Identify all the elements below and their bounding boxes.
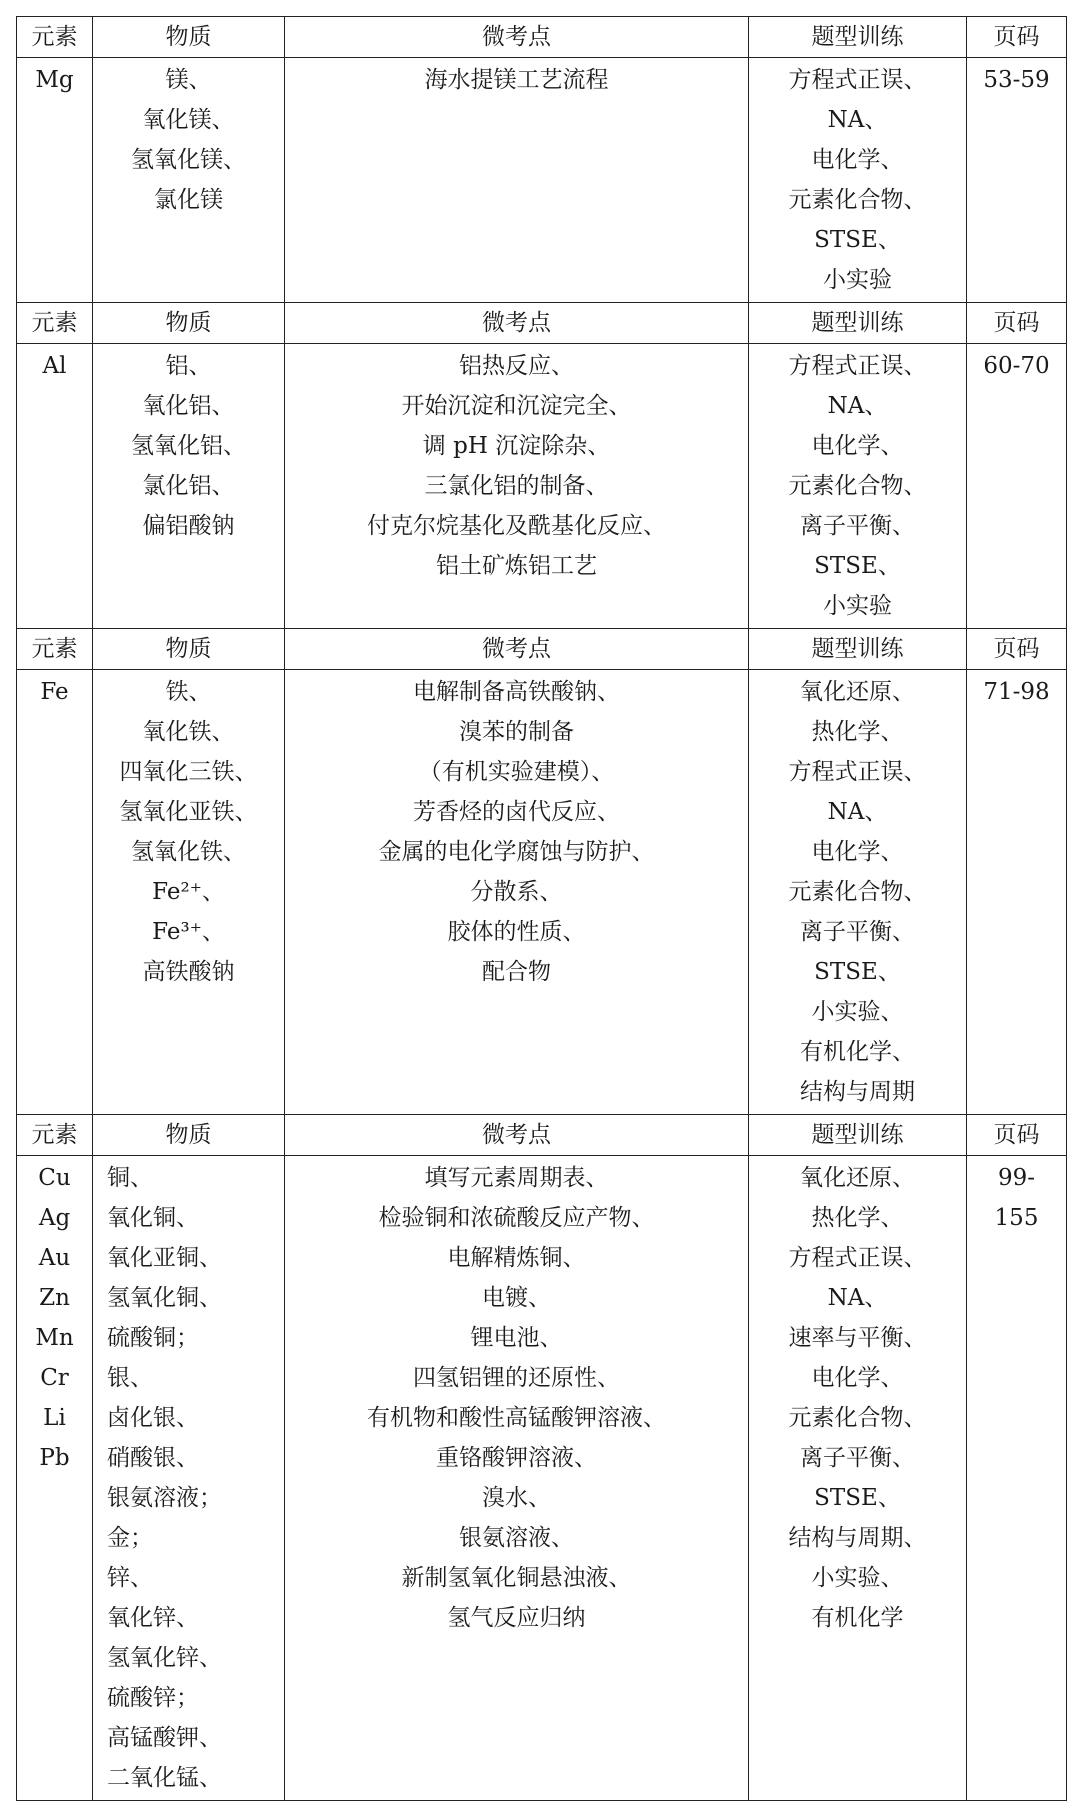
cell-line: STSE、 [814,227,901,253]
points-cell [285,670,749,1115]
cell-line: 氧化镁、 [142,107,235,133]
column-header: 页码 [967,17,1067,58]
cell-line: 电解制备高铁酸钠、 [413,679,620,705]
cell-line: 氯化铝、 [142,473,235,499]
column-header: 元素 [17,303,93,344]
column-header: 页码 [967,629,1067,670]
cell-line: 小实验、 [811,999,904,1025]
column-header: 题型训练 [749,303,967,344]
substances-cell [93,670,285,1115]
header-row [17,629,1067,670]
cell-line: 高锰酸钾、 [107,1725,222,1751]
element-cell [17,58,93,303]
column-header: 页码 [967,1115,1067,1156]
cell-line: Cu [38,1165,71,1191]
header-row [17,1115,1067,1156]
cell-line: NA、 [827,1285,888,1311]
cell-line: 氧化还原、 [800,679,915,705]
cell-line: 三氯化铝的制备、 [424,473,609,499]
cell-line: Zn [39,1285,70,1311]
cell-line: 开始沉淀和沉淀完全、 [401,393,632,419]
cell-line: 小实验 [823,267,892,293]
cell-line: 结构与周期 [800,1079,915,1105]
cell-line: 方程式正误、 [788,1245,927,1271]
cell-line: 电化学、 [811,147,904,173]
column-header: 题型训练 [749,629,967,670]
cell-line: 有机物和酸性高锰酸钾溶液、 [367,1405,666,1431]
cell-line: 氢氧化铜、 [107,1285,222,1311]
cell-line: 氧化铝、 [142,393,235,419]
cell-line: 离子平衡、 [800,513,915,539]
cell-line: 付克尔烷基化及酰基化反应、 [367,513,666,539]
training-cell [749,58,967,303]
column-header: 微考点 [285,1115,749,1156]
cell-line: 有机化学、 [800,1039,915,1065]
cell-line: 电化学、 [811,1365,904,1391]
cell-line: NA、 [827,107,888,133]
cell-line: 53-59 [983,67,1050,93]
cell-line: 氧化亚铜、 [107,1245,222,1271]
cell-line: Fe³⁺、 [152,919,225,945]
points-cell [285,1156,749,1801]
cell-line: 元素化合物、 [788,879,927,905]
cell-line: 氢氧化铁、 [131,839,246,865]
cell-line: Fe [40,679,69,705]
cell-line: 小实验、 [811,1565,904,1591]
cell-line: 高铁酸钠 [142,959,235,985]
table-body [17,17,1067,1801]
cell-line: 氧化还原、 [800,1165,915,1191]
cell-line: Al [42,353,67,379]
pages-cell [967,1156,1067,1801]
cell-line: 芳香烃的卤代反应、 [413,799,620,825]
column-header: 题型训练 [749,1115,967,1156]
cell-line: Li [43,1405,66,1431]
substances-cell [93,58,285,303]
cell-line: NA、 [827,799,888,825]
points-cell [285,344,749,629]
column-header: 元素 [17,17,93,58]
header-row [17,303,1067,344]
cell-line: 155 [994,1205,1039,1231]
cell-line: 硫酸铜； [107,1325,199,1351]
cell-line: Au [38,1245,71,1271]
pages-cell [967,670,1067,1115]
cell-line: 偏铝酸钠 [142,513,235,539]
cell-line: 60-70 [983,353,1050,379]
cell-line: 氧化铜、 [107,1205,199,1231]
pages-cell [967,344,1067,629]
cell-line: 溴苯的制备 [459,719,574,745]
cell-line: 元素化合物、 [788,473,927,499]
cell-line: 分散系、 [470,879,563,905]
cell-line: Fe²⁺、 [152,879,225,905]
cell-line: 热化学、 [811,719,904,745]
cell-line: 氢氧化亚铁、 [119,799,258,825]
cell-line: 硫酸锌； [107,1685,199,1711]
column-header: 题型训练 [749,17,967,58]
cell-line: 99- [997,1165,1036,1191]
cell-line: NA、 [827,393,888,419]
cell-line: 硝酸银、 [107,1445,199,1471]
column-header: 物质 [93,629,285,670]
cell-line: 银氨溶液、 [459,1525,574,1551]
cell-line: 铝热反应、 [459,353,574,379]
cell-line: 二氧化锰、 [107,1765,222,1791]
cell-line: 重铬酸钾溶液、 [436,1445,597,1471]
cell-line: 金属的电化学腐蚀与防护、 [378,839,655,865]
column-header: 元素 [17,1115,93,1156]
substances-cell [93,344,285,629]
cell-line: 小实验 [823,593,892,619]
cell-line: 氢氧化锌、 [107,1645,222,1671]
cell-line: 电化学、 [811,433,904,459]
element-cell [17,670,93,1115]
cell-line: 元素化合物、 [788,1405,927,1431]
training-cell [749,1156,967,1801]
cell-line: 银氨溶液； [107,1485,222,1511]
points-cell [285,58,749,303]
cell-line: 离子平衡、 [800,1445,915,1471]
cell-line: 氢氧化镁、 [131,147,246,173]
element-cell [17,344,93,629]
cell-line: 电解精炼铜、 [447,1245,586,1271]
cell-line: 四氢铝锂的还原性、 [413,1365,620,1391]
column-header: 物质 [93,303,285,344]
cell-line: 电镀、 [482,1285,551,1311]
cell-line: 溴水、 [482,1485,551,1511]
cell-line: 元素化合物、 [788,187,927,213]
cell-line: Mg [35,67,74,93]
cell-line: 电化学、 [811,839,904,865]
cell-line: 方程式正误、 [788,759,927,785]
column-header: 物质 [93,1115,285,1156]
cell-line: 离子平衡、 [800,919,915,945]
cell-line: 氧化铁、 [142,719,235,745]
cell-line: 结构与周期、 [788,1525,927,1551]
cell-line: 71-98 [983,679,1050,705]
column-header: 微考点 [285,629,749,670]
cell-line: 有机化学 [811,1605,904,1631]
cell-line: 铝、 [165,353,212,379]
column-header: 微考点 [285,303,749,344]
cell-line: 金； [107,1525,153,1551]
cell-line: 镁、 [165,67,212,93]
cell-line: 锂电池、 [470,1325,563,1351]
cell-line: 氧化锌、 [107,1605,199,1631]
section-row [17,670,1067,1115]
column-header: 物质 [93,17,285,58]
column-header: 微考点 [285,17,749,58]
cell-line: 卤化银、 [107,1405,199,1431]
substances-cell [93,1156,285,1801]
pages-cell [967,58,1067,303]
cell-line: 四氧化三铁、 [119,759,258,785]
column-header: 元素 [17,629,93,670]
cell-line: 热化学、 [811,1205,904,1231]
cell-line: 速率与平衡、 [788,1325,927,1351]
cell-line: Mn [35,1325,74,1351]
section-row [17,1156,1067,1801]
cell-line: 配合物 [482,959,551,985]
cell-line: 检验铜和浓硫酸反应产物、 [378,1205,655,1231]
section-row [17,344,1067,629]
cell-line: 铜、 [107,1165,153,1191]
cell-line: STSE、 [814,959,901,985]
cell-line: 新制氢氧化铜悬浊液、 [401,1565,632,1591]
cell-line: STSE、 [814,1485,901,1511]
element-cell [17,1156,93,1801]
element-table [16,16,1067,1801]
cell-line: STSE、 [814,553,901,579]
cell-line: （有机实验建模）、 [418,759,615,785]
cell-line: 铁、 [165,679,212,705]
cell-line: 填写元素周期表、 [424,1165,609,1191]
cell-line: 方程式正误、 [788,353,927,379]
cell-line: 海水提镁工艺流程 [424,67,609,93]
cell-line: 调 pH 沉淀除杂、 [422,433,611,459]
column-header: 页码 [967,303,1067,344]
cell-line: 胶体的性质、 [447,919,586,945]
cell-line: 方程式正误、 [788,67,927,93]
cell-line: 氯化镁 [154,187,223,213]
cell-line: 氢氧化铝、 [131,433,246,459]
cell-line: 银、 [107,1365,153,1391]
section-row [17,58,1067,303]
cell-line: 氢气反应归纳 [447,1605,586,1631]
cell-line: 锌、 [107,1565,153,1591]
cell-line: 铝土矿炼铝工艺 [436,553,597,579]
training-cell [749,670,967,1115]
training-cell [749,344,967,629]
cell-line: Ag [38,1205,71,1231]
header-row [17,17,1067,58]
cell-line: Cr [40,1365,69,1391]
cell-line: Pb [39,1445,70,1471]
